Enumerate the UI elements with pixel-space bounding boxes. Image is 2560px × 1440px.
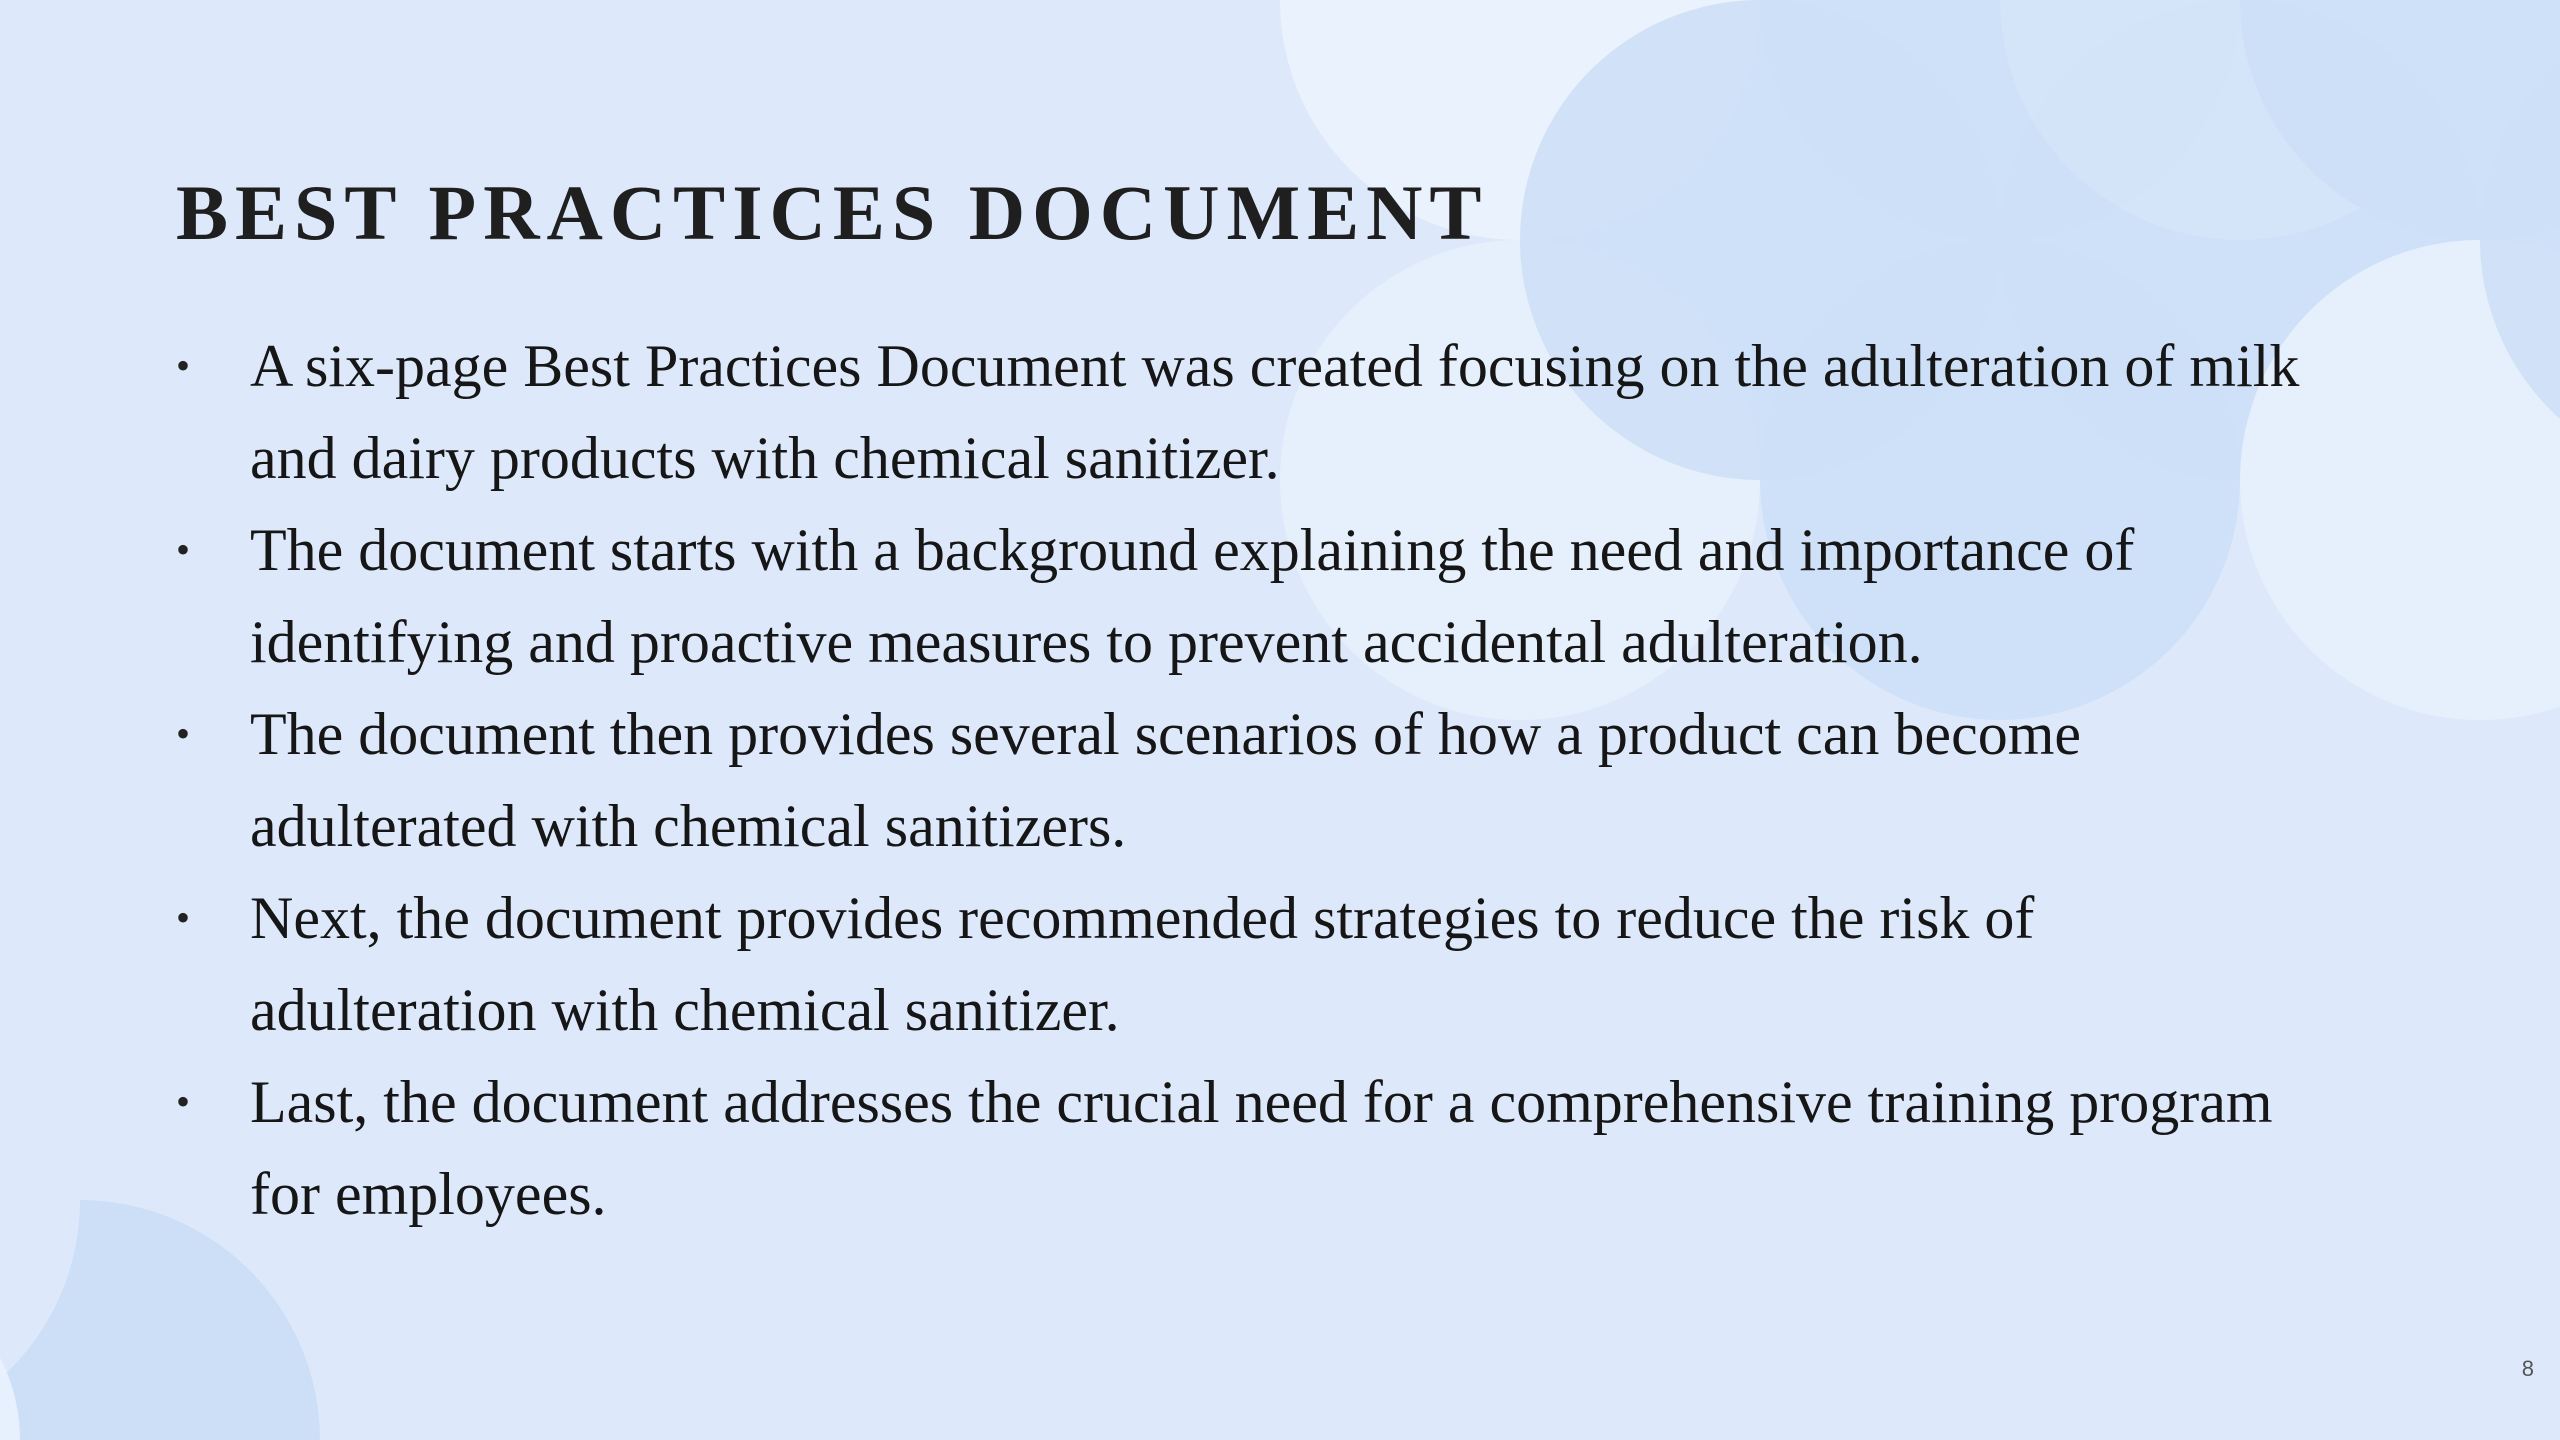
bullet-text: Next, the document provides recommended strategies to reduce the risk of adulteration with chemical sanitizer. xyxy=(250,885,2035,1043)
bullet-text: The document starts with a background explaining the need and importance of identifying and proactive measures to prevent accidental adulteration. xyxy=(250,517,2135,675)
bullet-icon: • xyxy=(176,527,191,572)
bullet-icon: • xyxy=(176,711,191,756)
bullet-icon: • xyxy=(176,895,191,940)
bullet-list xyxy=(176,320,2326,1240)
bullet-text: The document then provides several scenarios of how a product can become adulterated with chemical sanitizers. xyxy=(250,701,2081,859)
list-item xyxy=(176,872,2326,1056)
bullet-icon: • xyxy=(176,1079,191,1124)
list-item xyxy=(176,688,2326,872)
page-number: 8 xyxy=(2521,1356,2534,1381)
slide-title: BEST PRACTICES DOCUMENT xyxy=(176,169,1489,256)
list-item xyxy=(176,320,2326,504)
bullet-text: Last, the document addresses the crucial need for a comprehensive training program for employees. xyxy=(250,1069,2273,1227)
bullet-text: A six-page Best Practices Document was created focusing on the adulteration of milk and dairy products with chemical sanitizer. xyxy=(250,333,2300,491)
list-item xyxy=(176,1056,2326,1240)
bullet-icon: • xyxy=(176,343,191,388)
list-item xyxy=(176,504,2326,688)
